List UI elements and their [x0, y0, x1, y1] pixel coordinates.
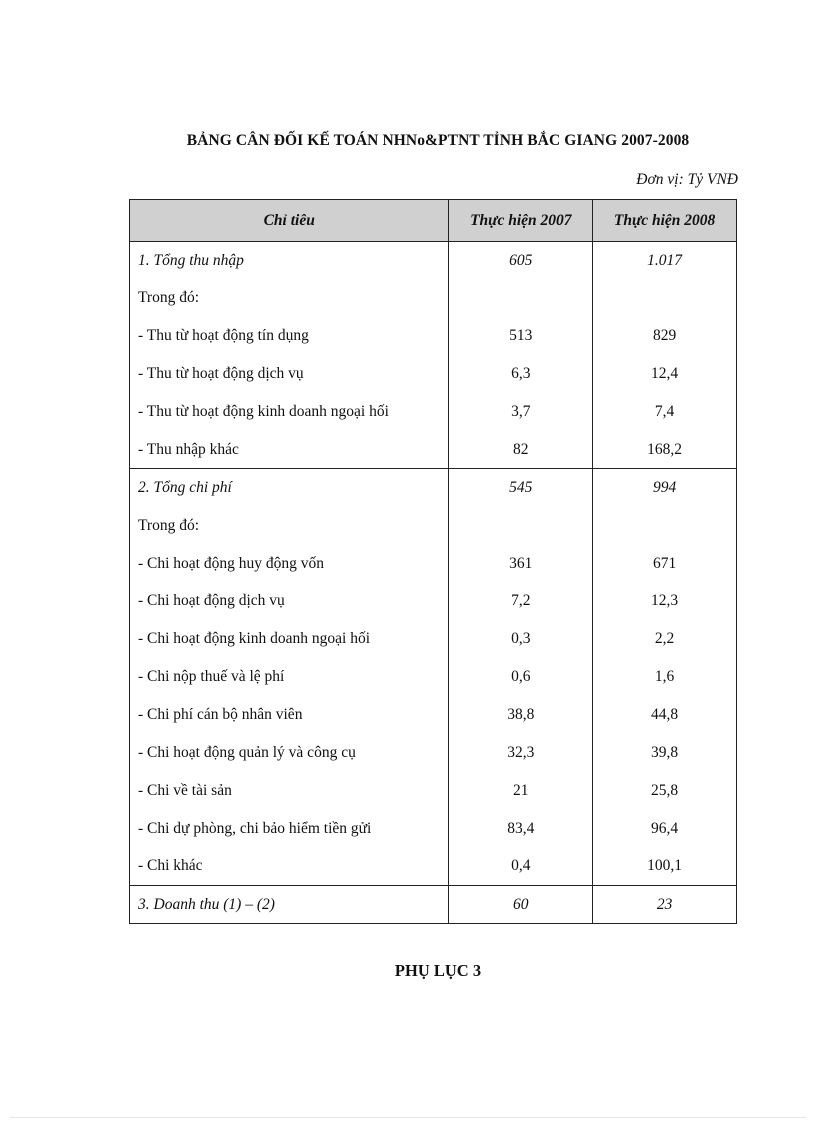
- value-2007: 6,3: [449, 355, 593, 393]
- row-label: - Chi hoạt động huy động vốn: [130, 545, 449, 583]
- value-2007: 32,3: [449, 734, 593, 772]
- value-2008: 12,3: [593, 583, 737, 621]
- page-edge-divider: [10, 1117, 806, 1118]
- table-row: [130, 734, 737, 772]
- table-row: [130, 848, 737, 886]
- table-row: [130, 810, 737, 848]
- row-label: Trong đó:: [130, 279, 449, 317]
- value-2008: 1,6: [593, 658, 737, 696]
- row-label: - Chi về tài sản: [130, 772, 449, 810]
- row-label: Trong đó:: [130, 507, 449, 545]
- row-label: - Chi hoạt động quản lý và công cụ: [130, 734, 449, 772]
- value-2007: 38,8: [449, 696, 593, 734]
- row-label: 1. Tổng thu nhập: [130, 242, 449, 280]
- value-2008: 23: [593, 886, 737, 924]
- column-header-2008: Thực hiện 2008: [593, 200, 737, 242]
- row-label: - Chi khác: [130, 848, 449, 886]
- value-2007: 605: [449, 242, 593, 280]
- sub-label-row: [130, 279, 737, 317]
- table-header-row: [130, 200, 737, 242]
- row-label: - Thu từ hoạt động kinh doanh ngoại hối: [130, 393, 449, 431]
- value-2007: 361: [449, 545, 593, 583]
- row-label: - Chi hoạt động kinh doanh ngoại hối: [130, 620, 449, 658]
- value-2008: 168,2: [593, 431, 737, 469]
- table-row: [130, 355, 737, 393]
- value-2008: 671: [593, 545, 737, 583]
- value-2008: 1.017: [593, 242, 737, 280]
- unit-note: Đơn vị: Tỷ VNĐ: [636, 171, 738, 188]
- row-label: 3. Doanh thu (1) – (2): [130, 886, 449, 924]
- table-row: [130, 583, 737, 621]
- balance-sheet-table: [129, 199, 737, 924]
- document-title: BẢNG CÂN ĐỐI KẾ TOÁN NHNo&PTNT TỈNH BẮC GIANG 2007-2008: [186, 132, 690, 149]
- row-label: - Chi nộp thuế và lệ phí: [130, 658, 449, 696]
- value-2008: 39,8: [593, 734, 737, 772]
- row-label: - Chi phí cán bộ nhân viên: [130, 696, 449, 734]
- row-label: - Thu từ hoạt động tín dụng: [130, 317, 449, 355]
- column-header-2007: Thực hiện 2007: [449, 200, 593, 242]
- appendix-heading: PHỤ LỤC 3: [394, 961, 482, 980]
- value-2008: 100,1: [593, 848, 737, 886]
- table-row: [130, 317, 737, 355]
- row-label: - Chi hoạt động dịch vụ: [130, 583, 449, 621]
- table-row: [130, 696, 737, 734]
- total-expense-row: [130, 469, 737, 507]
- row-label: 2. Tổng chi phí: [130, 469, 449, 507]
- row-label: - Thu từ hoạt động dịch vụ: [130, 355, 449, 393]
- value-2007: 545: [449, 469, 593, 507]
- table-row: [130, 658, 737, 696]
- value-2008: 12,4: [593, 355, 737, 393]
- sub-label-row: [130, 507, 737, 545]
- value-2007: 82: [449, 431, 593, 469]
- value-2008: 2,2: [593, 620, 737, 658]
- value-2008: 829: [593, 317, 737, 355]
- value-2007: 7,2: [449, 583, 593, 621]
- table-row: [130, 393, 737, 431]
- table-row: [130, 620, 737, 658]
- value-2008: 96,4: [593, 810, 737, 848]
- table-row: [130, 431, 737, 469]
- value-2007: 60: [449, 886, 593, 924]
- value-2008: 994: [593, 469, 737, 507]
- row-label: - Thu nhập khác: [130, 431, 449, 469]
- value-2007: 21: [449, 772, 593, 810]
- value-2008: 25,8: [593, 772, 737, 810]
- value-2008: 44,8: [593, 696, 737, 734]
- row-label: - Chi dự phòng, chi bảo hiểm tiền gửi: [130, 810, 449, 848]
- revenue-row: [130, 886, 737, 924]
- table-row: [130, 545, 737, 583]
- value-2008: [593, 279, 737, 317]
- total-income-row: [130, 242, 737, 280]
- value-2007: 83,4: [449, 810, 593, 848]
- value-2007: [449, 507, 593, 545]
- value-2007: 0,4: [449, 848, 593, 886]
- value-2008: 7,4: [593, 393, 737, 431]
- value-2007: 513: [449, 317, 593, 355]
- value-2007: 0,3: [449, 620, 593, 658]
- value-2008: [593, 507, 737, 545]
- value-2007: 3,7: [449, 393, 593, 431]
- table-row: [130, 772, 737, 810]
- column-header-indicator: Chỉ tiêu: [130, 200, 449, 242]
- value-2007: [449, 279, 593, 317]
- value-2007: 0,6: [449, 658, 593, 696]
